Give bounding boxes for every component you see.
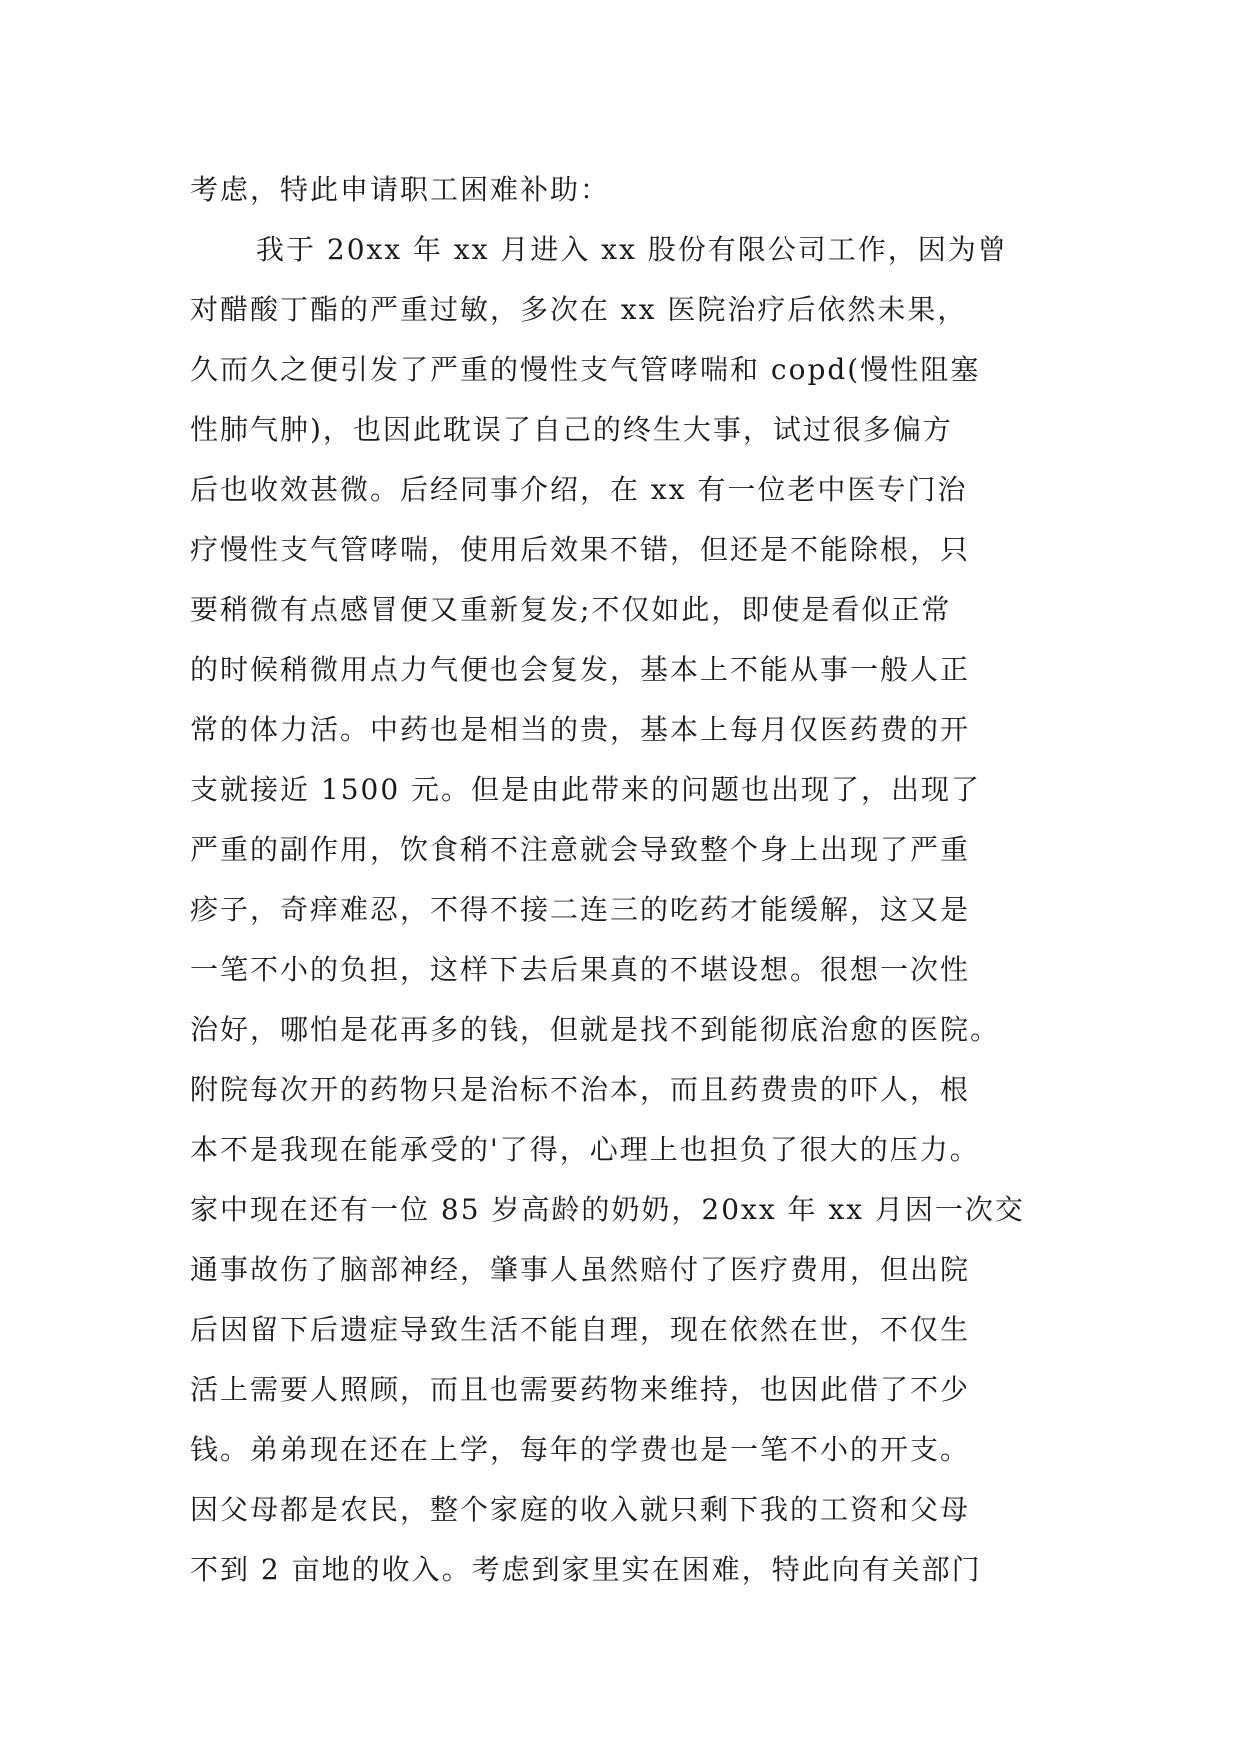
text-line: 性肺气肿)，也因此耽误了自己的终生大事，试过很多偏方 xyxy=(190,413,953,446)
text-line: 疹子，奇痒难忍，不得不接二连三的吃药才能缓解，这又是 xyxy=(190,893,971,926)
text-line: 家中现在还有一位 85 岁高龄的奶奶，20xx 年 xx 月因一次交 xyxy=(190,1193,1025,1226)
text-line: 后也收效甚微。后经同事介绍，在 xx 有一位老中医专门治 xyxy=(190,473,968,506)
text-line: 本不是我现在能承受的'了得，心理上也担负了很大的压力。 xyxy=(190,1133,980,1166)
body-text xyxy=(190,160,1070,1600)
text-line: 不到 2 亩地的收入。考虑到家里实在困难，特此向有关部门 xyxy=(190,1553,982,1586)
text-line: 活上需要人照顾，而且也需要药物来维持，也因此借了不少 xyxy=(190,1373,971,1406)
text-line: 支就接近 1500 元。但是由此带来的问题也出现了，出现了 xyxy=(190,773,982,806)
text-line: 一笔不小的负担，这样下去后果真的不堪设想。很想一次性 xyxy=(190,953,971,986)
text-line: 疗慢性支气管哮喘，使用后效果不错，但还是不能除根，只 xyxy=(190,533,971,566)
paragraph-first-line: 我于 20xx 年 xx 月进入 xx 股份有限公司工作，因为曾 xyxy=(256,233,1008,266)
text-line: 要稍微有点感冒便又重新复发;不仅如此，即使是看似正常 xyxy=(190,593,952,626)
text-line: 附院每次开的药物只是治标不治本，而且药费贵的吓人，根 xyxy=(190,1073,971,1106)
text-line: 久而久之便引发了严重的慢性支气管哮喘和 copd(慢性阻塞 xyxy=(190,353,981,386)
text-line: 考虑，特此申请职工困难补助： xyxy=(190,173,611,206)
text-line: 后因留下后遗症导致生活不能自理，现在依然在世，不仅生 xyxy=(190,1313,971,1346)
text-line: 通事故伤了脑部神经，肇事人虽然赔付了医疗费用，但出院 xyxy=(190,1253,971,1286)
text-line: 的时候稍微用点力气便也会复发，基本上不能从事一般人正 xyxy=(190,653,971,686)
text-line: 钱。弟弟现在还在上学，每年的学费也是一笔不小的开支。 xyxy=(190,1433,971,1466)
text-line: 因父母都是农民，整个家庭的收入就只剩下我的工资和父母 xyxy=(190,1493,971,1526)
text-line: 严重的副作用，饮食稍不注意就会导致整个身上出现了严重 xyxy=(190,833,971,866)
text-line: 对醋酸丁酯的严重过敏，多次在 xx 医院治疗后依然未果， xyxy=(190,293,968,326)
text-line: 治好，哪怕是花再多的钱，但就是找不到能彻底治愈的医院。 xyxy=(190,1013,1001,1046)
text-line: 常的体力活。中药也是相当的贵，基本上每月仅医药费的开 xyxy=(190,713,971,746)
